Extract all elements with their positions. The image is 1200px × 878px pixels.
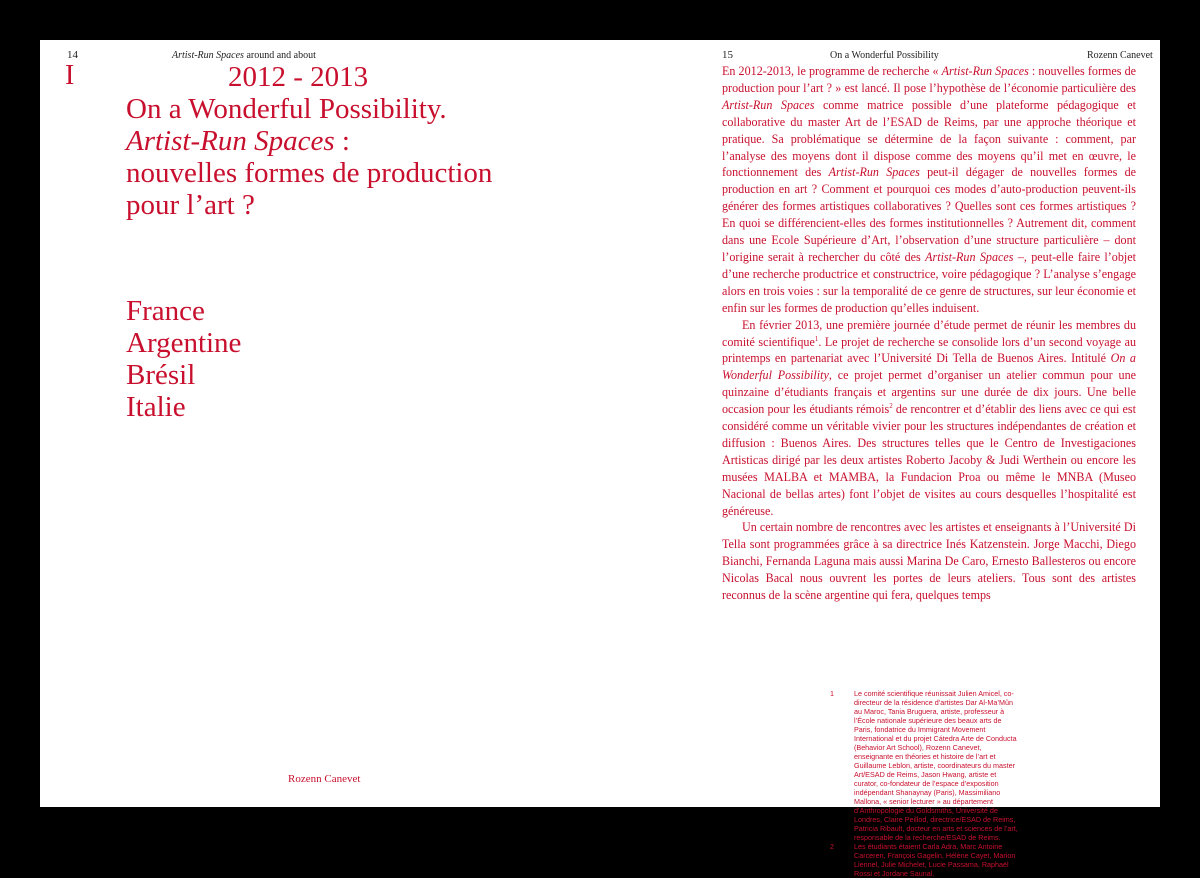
left-page-number: 14 [67, 49, 78, 61]
right-running-header: On a Wonderful Possibility [830, 50, 939, 61]
title-line-3: nouvelles formes de production [126, 157, 493, 189]
running-header-rest: around and about [243, 50, 316, 61]
footnote-1 [830, 689, 1020, 842]
left-page-author: Rozenn Canevet [288, 773, 361, 785]
book-spread [40, 40, 1160, 878]
country-list [126, 295, 241, 423]
country-item: France [126, 295, 205, 327]
title-line-4: pour l’art ? [126, 189, 255, 221]
body-text [722, 63, 1136, 604]
footnote-2 [830, 842, 1020, 878]
paragraph-1: En 2012-2013, le programme de recherche « Artist-Run Spaces : nouvelles formes de production pour l’art ? » est lancé. Il pose l’hypothèse de l’économie particulière des Artist-Run Spaces comme matrice possible d’une plateforme pédagogique et collaborative du master Art de l’ESAD de Reims, par une approche théorique et pratique. Sa problématique se détermine de la façon suivante : comment, par l’analyse des moyens dont il dispose comme des moyens qu’il met en œuvre, le fonctionnement des Artist-Run Spaces peut-il dégager de nouvelles formes de production en art ? Comment et pourquoi ces modes d’auto-production peuvent-ils générer des formes artistiques collaboratives ? Quelles sont ces formes artistiques ? En quoi se différencient-elles des formes institutionnelles ? Autrement dit, comment dans une Ecole Supérieure d’Art, l’observation d’une structure particulière – dont l’origine serait à rechercher du côté des Artist-Run Spaces –, peut-elle faire l’objet d’une recherche productrice et constructrice, voire pédagogique ? L’analyse s’engage alors en trois voies : sur la temporalité de ce genre de structures, sur leur économie et enfin sur les formes de production qu’elles induisent. [722, 64, 1137, 315]
footnote-ref-1: 1 [814, 334, 819, 343]
footnotes [830, 689, 1020, 878]
paragraph-3: Un certain nombre de rencontres avec les artistes et enseignants à l’Université Di Tella sont programmées grâce à sa directrice Inés Katzenstein. Jorge Macchi, Diego Bianchi, Fernanda Laguna mais aussi Marina De Caro, Ernesto Ballesteros ou encore Nicolas Bacal nous ouvrent les portes de leurs ateliers. Tous sont des artistes reconnus de la scène argentine qui fera, quelques temps [722, 520, 1136, 603]
right-page-number: 15 [722, 49, 733, 61]
title-line-1: On a Wonderful Possibility. [126, 93, 447, 125]
footnote-ref-2: 2 [889, 402, 893, 411]
chapter-title [126, 93, 492, 221]
country-item: Brésil [126, 359, 196, 391]
chapter-numeral: I [65, 60, 75, 91]
footnote-number: 2 [830, 842, 834, 851]
title-line-2 [126, 125, 492, 157]
paragraph-2: En février 2013, une première journée d’étude permet de réunir les membres du comité scientifique$^1$. Le projet de recherche se consolide lors d’un second voyage au printemps en partenariat avec l’Université Di Tella de Buenos Aires. Intitulé On a Wonderful Possibility, ce projet permet d’organiser un atelier commun pour une quinzaine d’étudiants français et argentins sur une durée de dix jours. Une belle occasion pour les étudiants rémois$^2$ de rencontrer et d’établir des liens avec ce qui est considéré comme un véritable vivier pour les structures indépendantes de création et diffusion : Buenos Aires. Des structures telles que le Centro de Investigaciones Artisticas dirigé par les deux artistes Roberto Jacoby & Judi Werthein ou encore les musées MALBA et MAMBA, la Fundacion Proa ou même le MNBA (Museo Nacional de bellas artes) font l’objet de visites au cours desquelles l’hospitalité est généreuse. [722, 317, 1136, 518]
footnote-text: Le comité scientifique réunissait Julien Amicel, co-directeur de la résidence d’artistes Dar Al-Ma’Mûn au Maroc, Tania Bruguera, artiste, professeur à l’École nationale supérieure des beaux arts de Paris, fondatrice du Immigrant Movement International et du projet Cátedra Arte de Conducta (Behavior Art School), Rozenn Canevet, enseignante en théories et histoire de l’art et Guillaume Leblon, artiste, coordinateurs du master Art/ESAD de Reims, Jason Hwang, artiste et curator, co-fondateur de l’espace d’exposition indépendant Shanaynay (Paris), Massimiliano Mallona, « senior lecturer » au département d’Anthropologie du Goldsmiths, Université de Londres, Claire Peillod, directrice/ESAD de Reims, Patricia Ribault, docteur en arts et sciences de l’art, responsable de la recherche/ESAD de Reims. [854, 689, 1018, 842]
country-item: Italie [126, 391, 186, 423]
title-italic-part: Artist-Run Spaces [126, 125, 335, 157]
left-running-header [172, 50, 316, 61]
country-item: Argentine [126, 327, 242, 359]
right-running-author: Rozenn Canevet [1087, 50, 1153, 61]
chapter-years: 2012 - 2013 [228, 61, 369, 93]
running-header-italic: Artist-Run Spaces [172, 50, 244, 61]
title-colon: : [334, 125, 350, 157]
footnote-number: 1 [830, 689, 834, 698]
footnote-text: Les étudiants étaient Carla Adra, Marc Antoine Carcereri, François Gagelin, Hélène Cayet, Marion Liennel, Julie Michelet, Lucie Passama, Raphaël Rossi et Jordane Saunal. [854, 842, 1016, 878]
